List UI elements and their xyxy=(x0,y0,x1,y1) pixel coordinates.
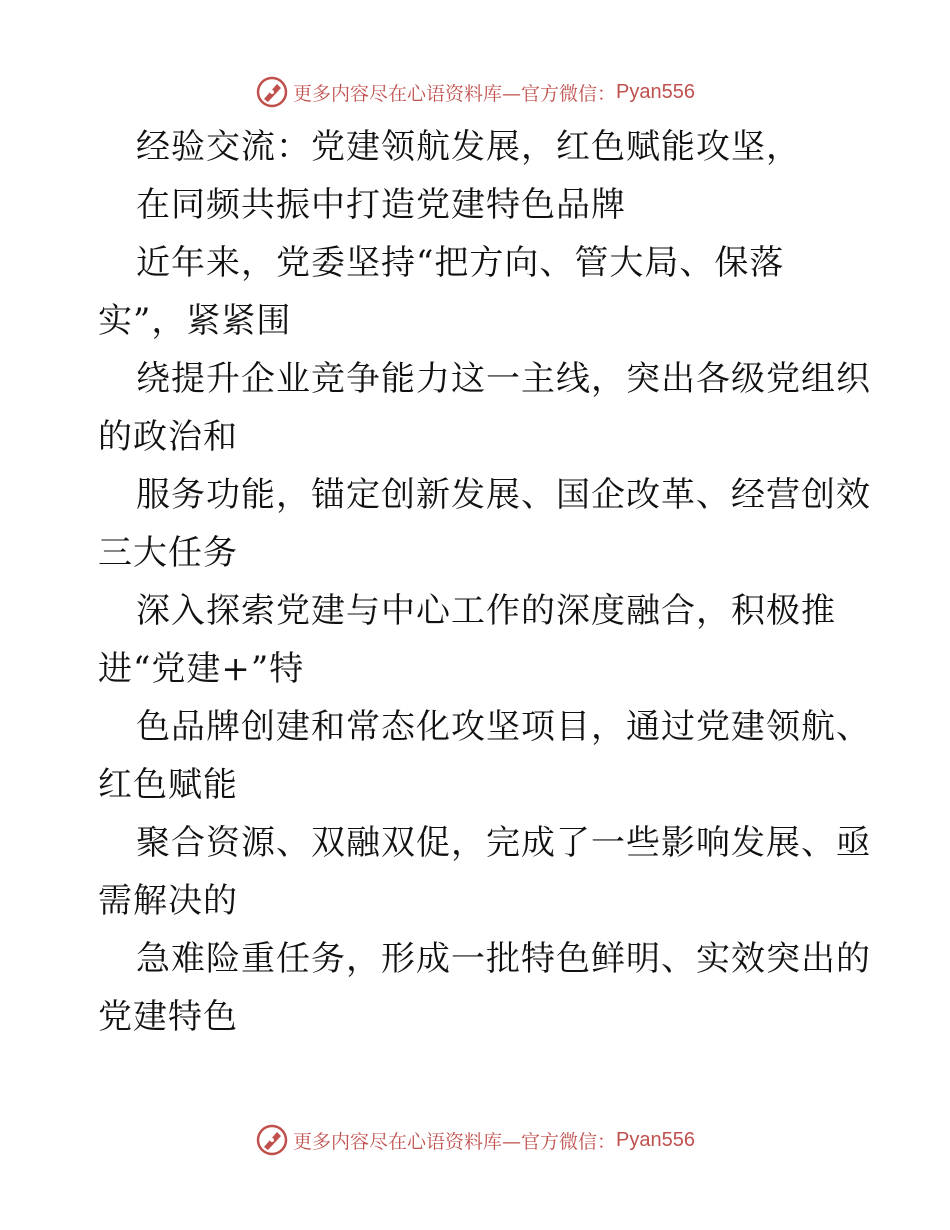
pen-nib-logo-icon xyxy=(255,75,289,109)
document-title-line-2: 在同频共振中打造党建特色品牌 xyxy=(136,185,626,225)
footer-watermark xyxy=(0,1120,950,1160)
pen-nib-logo-icon xyxy=(255,1123,289,1157)
header-watermark xyxy=(0,72,950,112)
watermark-wechat-id: Pyan556 xyxy=(616,80,695,103)
document-title-line-1: 经验交流：党建领航发展，红色赋能攻坚， xyxy=(136,127,801,167)
paragraph-line: 需解决的 xyxy=(98,881,238,921)
paragraph-line: 聚合资源、双融双促，完成了一些影响发展、亟 xyxy=(136,823,871,863)
paragraph-line: 深入探索党建与中心工作的深度融合，积极推 xyxy=(136,591,836,631)
paragraph-line: 近年来，党委坚持“把方向、管大局、保落 xyxy=(136,243,785,283)
paragraph-line: 色品牌创建和常态化攻坚项目，通过党建领航、 xyxy=(136,707,871,747)
paragraph-line: 三大任务 xyxy=(98,533,238,573)
paragraph-line: 进“党建+”特 xyxy=(98,649,305,689)
watermark-text: 更多内容尽在心语资料库—官方微信： xyxy=(293,82,617,105)
paragraph-line: 红色赋能 xyxy=(98,765,238,805)
paragraph-line: 的政治和 xyxy=(98,417,238,457)
paragraph-line: 服务功能，锚定创新发展、国企改革、经营创效 xyxy=(136,475,871,515)
watermark-text: 更多内容尽在心语资料库—官方微信： xyxy=(293,1130,617,1153)
paragraph-line: 实”，紧紧围 xyxy=(98,301,292,341)
paragraph-line: 急难险重任务，形成一批特色鲜明、实效突出的 xyxy=(136,939,871,979)
paragraph-line: 绕提升企业竞争能力这一主线，突出各级党组织 xyxy=(136,359,871,399)
watermark-wechat-id: Pyan556 xyxy=(616,1128,695,1151)
paragraph-line: 党建特色 xyxy=(98,997,238,1037)
